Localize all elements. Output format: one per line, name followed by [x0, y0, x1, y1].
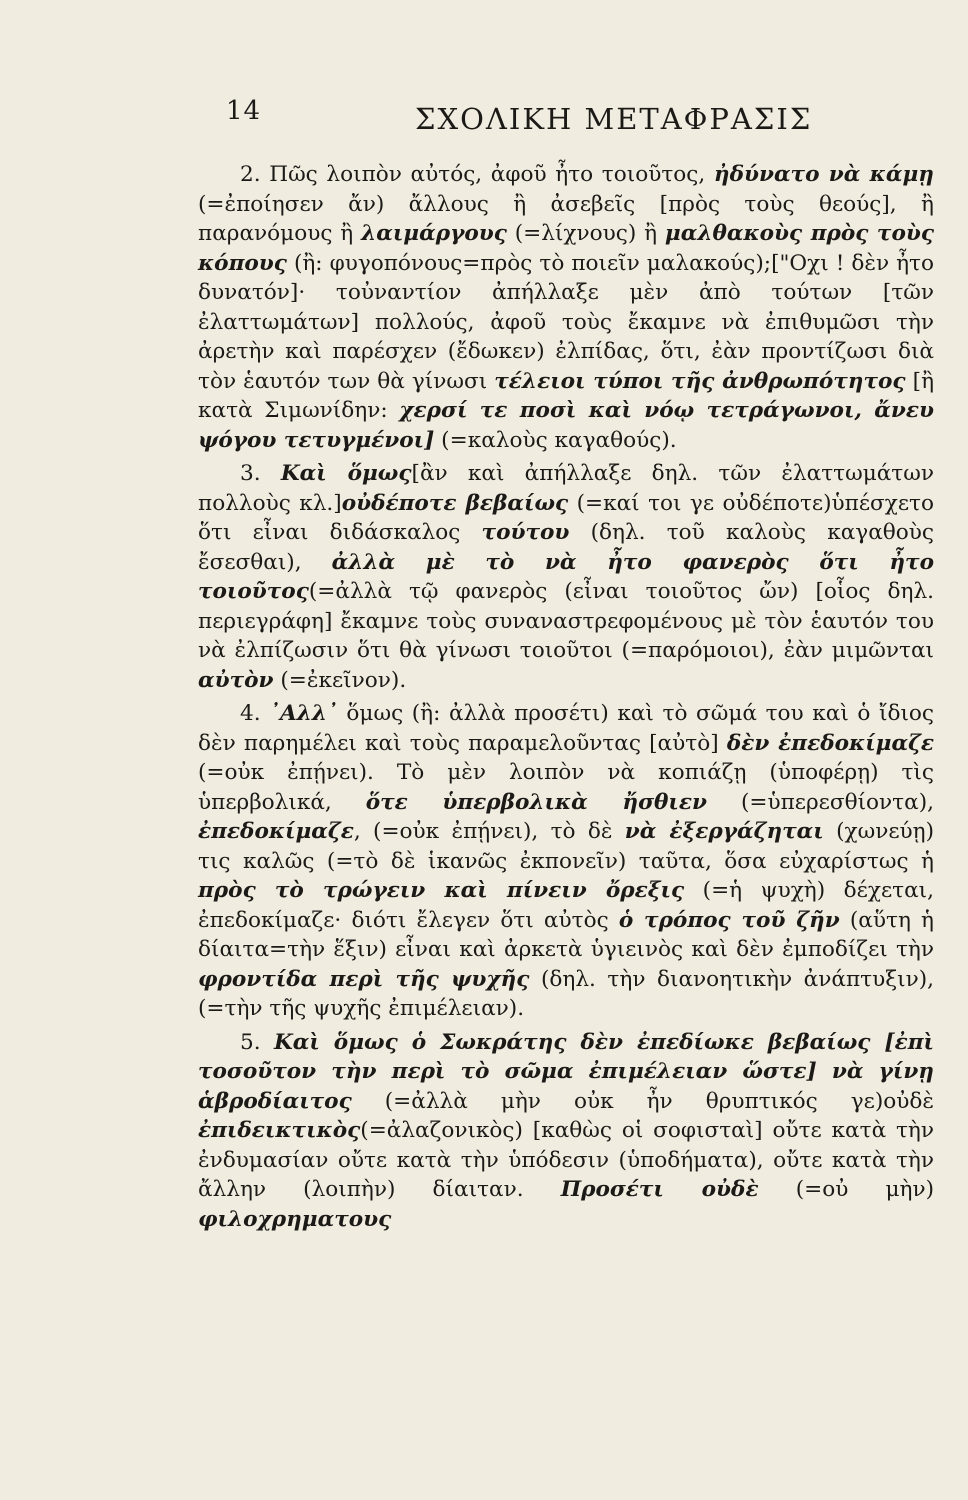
text-run: (δηλ. τοῦ καλοὺς καγαθοὺς ἔσεσθαι), — [198, 520, 935, 575]
emphasized-phrase: νὰ ἐξεργάζηται — [624, 819, 824, 844]
emphasized-phrase: πρὸς τὸ τρώγειν καὶ πίνειν ὄρεξις — [198, 878, 685, 903]
emphasized-phrase: Προσέτι οὐδὲ — [560, 1177, 759, 1202]
text-run: (=ἀλλὰ τῷ φανερὸς (εἶναι τοιοῦτος ὤν) [οἷος δηλ. περιεγράφη] ἔκαμνε τοὺς συναναστρεφομένους μὲ τὸν ἑαυτόν του νὰ ἐλπίζωσιν ὅτι θὰ γίνωσι τοιοῦτοι (=παρόμοιοι), ἐὰν μιμῶνται — [198, 579, 934, 663]
text-run: [ἢ κατὰ Σιμωνίδην: — [198, 368, 935, 423]
emphasized-phrase: τέλειοι τύποι τῆς ἀνθρωπότητος — [494, 368, 906, 394]
emphasized-phrase: τούτου — [481, 520, 570, 545]
text-run: 3. — [240, 461, 281, 486]
emphasized-phrase: ἐπιδεικτικὸς — [198, 1118, 361, 1143]
text-run: (δηλ. τὴν διανοητικὴν ἀνάπτυξιν), (=τὴν τῆς ψυχῆς ἐπιμέλειαν). — [198, 966, 934, 1021]
emphasized-phrase: οὐδέποτε βεβαίως — [341, 490, 569, 516]
emphasized-phrase: φιλοχρηματους — [198, 1206, 392, 1232]
paragraph-2 — [198, 160, 934, 455]
emphasized-phrase: φροντίδα περὶ τῆς ψυχῆς — [198, 966, 530, 992]
page-number: 14 — [226, 96, 262, 126]
emphasized-phrase: ἐπεδοκίμαζε — [198, 819, 354, 844]
text-run: , (=οὐκ ἐπῄνει), τὸ δὲ — [353, 819, 625, 844]
text-run: (αὕτη ἡ δίαιτα=τὴν ἕξιν) εἶναι καὶ ἀρκετὰ ὑγιεινὸς καὶ δὲν ἐμποδίζει τὴν — [198, 907, 934, 962]
text-run: 2. Πῶς λοιπὸν αὐτός, ἀφοῦ ἦτο τοιοῦτος, — [240, 162, 714, 187]
text-run: (=ἡ ψυχὴ) δέχεται, ἐπεδοκίμαζε· διότι ἔλεγεν ὅτι αὐτὸς — [198, 878, 934, 933]
text-run: (=ἐκεῖνον). — [273, 667, 407, 693]
text-run: (=ἐποίησεν ἄν) ἄλλους ἢ ἀσεβεῖς [πρὸς τοὺς θεούς], ἢ παρανόμους ἢ — [198, 191, 934, 246]
emphasized-phrase: μαλθακοὺς πρὸς τοὺς κόπους — [198, 221, 934, 276]
emphasized-phrase: Καὶ ὅμως ὁ Σωκράτης δὲν ἐπεδίωκε βεβαίως [ἐπὶ τοσοῦτον τὴν περὶ τὸ σῶμα ἐπιμέλειαν ὥστε] νὰ γίνῃ ἁβροδίαιτος — [198, 1029, 935, 1114]
paragraph-3 — [198, 459, 934, 695]
running-title: ΣΧΟΛΙΚΗ ΜΕΤΑΦΡΑΣΙΣ — [415, 102, 813, 136]
emphasized-phrase: αὐτὸν — [198, 667, 274, 693]
emphasized-phrase: χερσί τε ποσὶ καὶ νόῳ τετράγωνοι, ἄνευ ψόγου τετυγμένοι] — [198, 398, 934, 453]
text-run: (χωνεύῃ) τις καλῶς (=τὸ δὲ ἱκανῶς ἐκπονεῖν) ταῦτα, ὅσα εὐχαρίστως ἡ — [198, 819, 934, 874]
text-run: (=καί τοι γε οὐδέποτε)ὑπέσχετο ὅτι εἶναι διδάσκαλος — [198, 490, 934, 545]
emphasized-phrase: ᾿Αλλ᾿ — [269, 701, 338, 726]
text-run: [ἂν καὶ ἀπήλλαξε δηλ. τῶν ἐλαττωμάτων πολλοὺς κλ.] — [198, 461, 934, 516]
text-run: 4. — [240, 701, 270, 726]
text-run: (=οὐκ ἐπῄνει). Τὸ μὲν λοιπὸν νὰ κοπιάζῃ (ὑποφέρῃ) τὶς ὑπερβολικά, — [198, 760, 934, 815]
page-header — [0, 96, 968, 140]
emphasized-phrase: ἀλλὰ μὲ τὸ νὰ ἦτο φανερὸς ὅτι ἦτο τοιοῦτος — [198, 549, 934, 604]
text-run: (=λίχνους) ἢ — [506, 221, 665, 246]
text-run: (=καλοὺς καγαθούς). — [434, 427, 677, 453]
text-run: ὅμως (ἢ: ἀλλὰ προσέτι) καὶ τὸ σῶμά του καὶ ὁ ἴδιος δὲν παρημέλει καὶ τοὺς παραμελοῦντας [αὐτὸ] — [198, 701, 935, 756]
emphasized-phrase: ἠδύνατο νὰ κάμῃ — [713, 162, 934, 187]
text-run: (ἢ: φυγοπόνους=πρὸς τὸ ποιεῖν μαλακούς);["Οχι ! δὲν ἦτο δυνατόν]· τοὐναντίον ἀπήλλαξε μὲν ἀπὸ τούτων [τῶν ἐλαττωμάτων] πολλούς, ἀφοῦ τοὺς ἔκαμνε νὰ ἐπιθυμῶσι τὴν ἀρετὴν καὶ παρέσχεν (ἔδωκεν) ἐλπίδας, ὅτι, ἐὰν προντίζωσι διὰ τὸν ἑαυτόν των θὰ γίνωσι — [198, 250, 934, 394]
emphasized-phrase: ὁ τρόπος τοῦ ζῆν — [618, 907, 840, 933]
emphasized-phrase: Καὶ ὅμως — [280, 461, 412, 486]
text-run: (=οὐ μὴν) — [758, 1177, 934, 1202]
emphasized-phrase: ὅτε ὑπερβολικὰ ἤσθιεν — [365, 789, 707, 815]
text-run: (=ὑπερεσθίοντα), — [707, 789, 935, 815]
text-run: (=ἀλλὰ μὴν οὐκ ἦν θρυπτικός γε)οὐδὲ — [351, 1088, 934, 1114]
paragraph-4 — [198, 699, 934, 1024]
emphasized-phrase: λαιμάργους — [361, 221, 507, 246]
text-run: (=ἀλαζονικὸς) [καθὼς οἱ σοφισταὶ] οὔτε κατὰ τὴν ἐνδυμασίαν οὔτε κατὰ τὴν ὑπόδεσιν (ὑποδήματα), οὔτε κατὰ τὴν ἄλλην (λοιπὴν) δίαιταν. — [198, 1118, 934, 1202]
paragraph-5 — [198, 1028, 934, 1235]
page-body — [198, 160, 934, 1234]
text-run: 5. — [240, 1029, 274, 1055]
emphasized-phrase: δὲν ἐπεδοκίμαζε — [726, 730, 934, 756]
